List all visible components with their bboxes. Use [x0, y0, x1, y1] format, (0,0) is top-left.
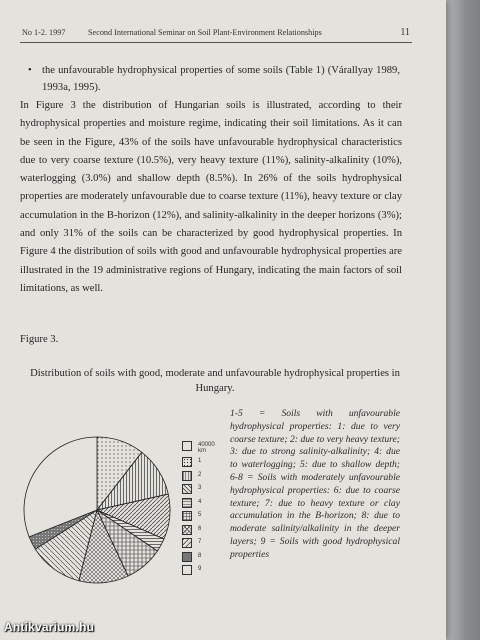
legend-swatch-1	[182, 457, 192, 467]
body-paragraph: In Figure 3 the distribution of Hungarian soils is illustrated, according to their hydrophysical properties and moisture regime, indicating their soil limitations. As it can be seen in the Figure, 43% of the soils have unfavourable hydrophysical characteristics due to very coarse texture (10.5%), very heavy texture (11%), salinity-alkalinity (10%), waterlogging (3.0%) and shallow depth (8.5%). In 26% of the soils hydrophysical properties are moderately unfavourable due to coarse texture (11%), heavy texture or clay accumulation in the B-horizon (12%), and salinity-alkalinity in the deeper horizons (3%); and only 31% of the soils can be characterized by good hydrophysical properties. In Figure 4 the distribution of soils with good and unfavourable hydrophysical properties are illustrated in the 19 administrative regions of Hungary, indicating the main factors of soil limitations, as well.	[20, 100, 402, 294]
legend-swatch-3	[182, 484, 192, 494]
bullet-dot-icon: •	[28, 65, 32, 76]
header-issue: No 1-2. 1997	[22, 28, 66, 37]
page-edge-shadow	[444, 0, 480, 640]
legend-label-7: 7	[198, 539, 202, 545]
legend-swatch-5	[182, 511, 192, 521]
legend-swatch-6	[182, 525, 192, 535]
legend-label-9: 9	[198, 566, 202, 572]
bullet-item	[28, 62, 400, 96]
legend-note: 1-5 = Soils with unfavourable hydrophysical properties: 1: due to very coarse texture; 2: due to very heavy texture; 3: due to strong salinity-alkalinity; 4: due to waterlogging; 5: due to shallow depth; 6-8 = Soils with moderately unfavourable hydrophysical properties: 6: due to coarse texture; 7: due to heavy texture or clay accumulation in the B-horizon; 8: due to moderate salinity/alkalinity in the deeper layers; 9 = Soils with good hydrophysical properties	[230, 408, 400, 560]
header-rule	[20, 42, 412, 43]
legend-scale-label: 40000 km	[198, 442, 215, 454]
figure-label: Figure 3.	[20, 334, 59, 345]
legend-swatch-9	[182, 565, 192, 575]
legend-label-5: 5	[198, 512, 202, 518]
legend-label-8: 8	[198, 552, 202, 559]
watermark-text: Antikvarium.hu	[4, 620, 95, 634]
legend-swatch-2	[182, 471, 192, 481]
legend-label-1: 1	[198, 458, 202, 464]
legend-label-6: 6	[198, 525, 202, 532]
legend-scale-swatch	[182, 441, 192, 451]
legend-swatch-4	[182, 498, 192, 508]
header-journal-title: Second International Seminar on Soil Plant-Environment Relationships	[88, 28, 322, 37]
legend-swatch-8	[182, 552, 192, 562]
header-page-number: 11	[400, 27, 410, 38]
legend-label-3: 3	[198, 485, 202, 491]
legend-swatch-7	[182, 538, 192, 548]
legend-label-2: 2	[198, 471, 202, 478]
pie-chart	[20, 420, 180, 590]
legend-label-4: 4	[198, 498, 202, 505]
pie-slices	[24, 437, 170, 583]
bullet-text: the unfavourable hydrophysical properties of some soils (Table 1) (Várallyay 1989, 1993a, 1995).	[42, 65, 400, 93]
figure-caption: Distribution of soils with good, moderate and unfavourable hydrophysical properties in Hungary.	[30, 368, 400, 394]
